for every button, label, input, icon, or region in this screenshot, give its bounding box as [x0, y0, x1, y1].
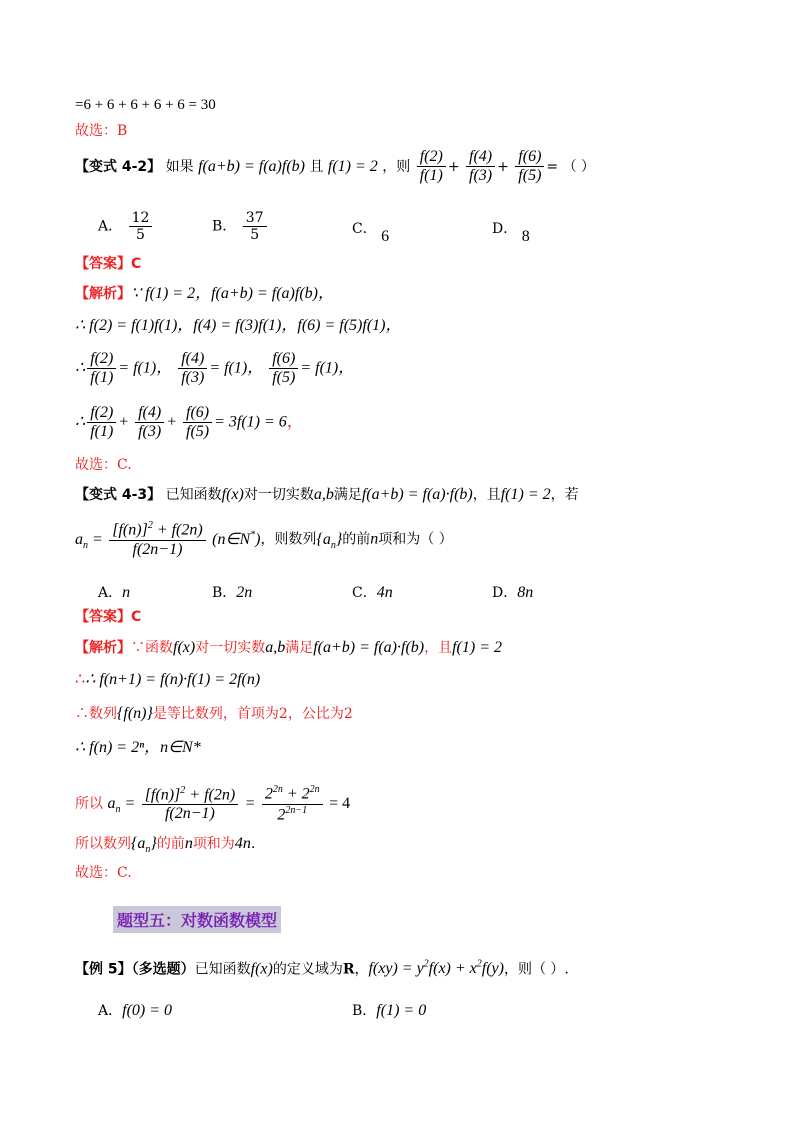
- answer-choice-b: 故选：B: [75, 123, 128, 139]
- example-5: 【例 5】（多选题）已知函数f(x)的定义域为R，$f(xy) = y^2f(x) + x^2f(y)$，则（ ）.: [75, 959, 569, 978]
- question-4-2: 【变式 4-2】 如果 f(a+b) = f(a)f(b) 且 f(1) = 2 ，则 $\frac{f(2)}{f(1)}$ + $\frac{f(4)}{f(3)}$ + $\frac{f(6)}{f(5)}$ = （ ）: [75, 148, 596, 185]
- option-a[interactable]: A．n: [98, 584, 131, 601]
- option-c[interactable]: C．4n: [352, 584, 393, 601]
- section-title: 题型五：对数函数模型: [113, 906, 281, 933]
- analysis-line-3: ∴数列{f(n)}是等比数列，首项为2，公比为2: [75, 705, 353, 722]
- analysis-line-5: 所以 $a_n$ = $\frac{[f(n)]^2 + f(2n)}{f(2n-1)}$ = $\frac{2^{2n} + 2^{2n}}{2^{2n-1}}$ = 4: [75, 784, 351, 824]
- question-4-3: 【变式 4-3】 已知函数f(x)对一切实数a,b满足f(a+b) = f(a)·f(b)，且f(1) = 2，若: [75, 486, 579, 503]
- analysis-line-3: ∴ $\frac{f(2)}{f(1)}$ = f(1)， $\frac{f(4)}{f(3)}$ = f(1)， $\frac{f(6)}{f(5)}$ = f(1)，: [75, 350, 355, 387]
- question-label: 【变式 4-2】: [75, 158, 162, 175]
- fraction: $\frac{f(4)}{f(3)}$: [466, 148, 495, 186]
- condition-2: f(1) = 2: [327, 157, 378, 175]
- fraction: $\frac{f(6)}{f(5)}$: [515, 148, 544, 186]
- analysis-line-2: ∴ f(2) = f(1)f(1)，f(4) = f(3)f(1)，f(6) = f(5)f(1)，: [75, 317, 402, 334]
- option-b[interactable]: B．2n: [212, 584, 253, 601]
- option-b[interactable]: B． $\frac{37}{5}$: [212, 210, 269, 243]
- analysis-line-1: 【解析】∵ f(1) = 2，f(a+b) = f(a)f(b)，: [75, 285, 334, 302]
- option-a[interactable]: A．f(0) = 0: [98, 1002, 173, 1019]
- answer-choice-c: 故选：C.: [75, 457, 132, 473]
- analysis-line-1: 【解析】∵函数f(x)对一切实数a,b满足f(a+b) = f(a)·f(b)，且f(1) = 2: [75, 639, 503, 656]
- analysis-line-6: 所以数列$\{a_n\}$的前n项和为4n.: [75, 835, 256, 856]
- option-a[interactable]: A． $\frac{12}{5}$: [98, 210, 154, 243]
- analysis-line-4: ∴ $\frac{f(2)}{f(1)}$ + $\frac{f(4)}{f(3)}$ + $\frac{f(6)}{f(5)}$ = 3f(1) = 6，: [75, 404, 303, 441]
- sum-line: =6 + 6 + 6 + 6 + 6 = 30: [75, 97, 216, 113]
- answer-label: 【答案】C: [75, 256, 142, 272]
- analysis-line-2: ∴∴ f(n+1) = f(n)·f(1) = 2f(n): [75, 671, 261, 688]
- option-d[interactable]: D．8n: [492, 584, 534, 601]
- condition-1: f(a+b) = f(a)f(b): [198, 157, 305, 175]
- question-4-3-line-2: $a_n$ = $\frac{[f(n)]^2 + f(2n)}{f(2n-1)}$ (n∈N*)，则数列$\{a_n\}$的前n项和为（ ）: [75, 520, 453, 558]
- fraction: $\frac{f(2)}{f(1)}$: [417, 148, 446, 186]
- option-d[interactable]: D． 8: [492, 221, 530, 245]
- answer-choice-c: 故选：C.: [75, 865, 132, 881]
- option-c[interactable]: C． 6: [352, 221, 390, 245]
- analysis-line-4: ∴ f(n) = 2ⁿ，n∈N*: [75, 739, 201, 756]
- option-b[interactable]: B．f(1) = 0: [352, 1002, 427, 1019]
- answer-label: 【答案】C: [75, 609, 142, 625]
